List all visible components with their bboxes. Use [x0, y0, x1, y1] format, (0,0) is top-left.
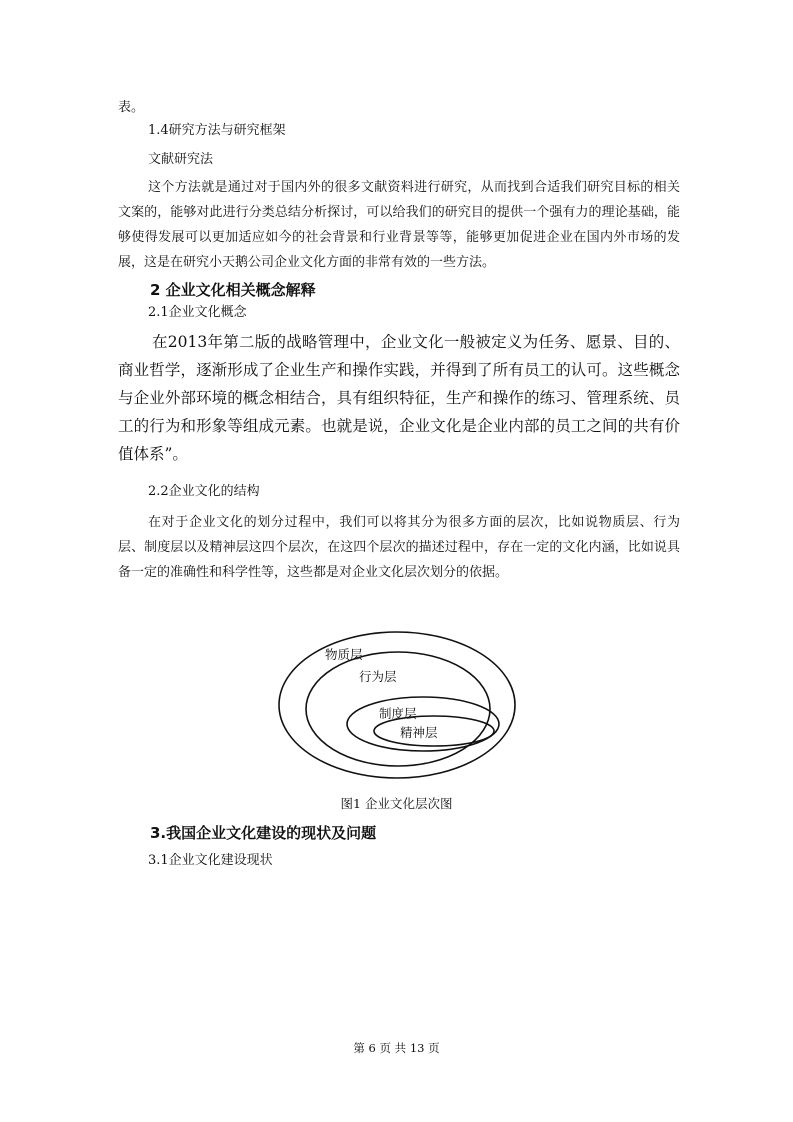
outer-ellipse-material — [279, 632, 515, 778]
section-1-4-title: 1.4研究方法与研究框架 — [148, 123, 286, 138]
section-2-2-title: 2.2企业文化的结构 — [148, 484, 260, 499]
top-line: 表。 — [118, 100, 145, 115]
label-behavior-layer: 行为层 — [359, 669, 397, 684]
heading-2: 2 企业文化相关概念解释 — [150, 281, 316, 299]
paragraph-2-1: 在2013年第二版的战略管理中，企业文化一般被定义为任务、愿景、目的、商业哲学，逐渐形成了企业生产和操作实践，并得到了所有员工的认可。这些概念与企业外部环境的概念相结合，具有组织特征，生产和操作的练习、管理系统、员工的行为和形象等组成元素。也就是说，企业文化是企业内部的员工之间的共有价值体系”。 — [118, 333, 680, 463]
label-material-layer: 物质层 — [325, 647, 363, 662]
heading-3: 3.我国企业文化建设的现状及问题 — [150, 824, 377, 842]
page-footer: 第 6 页 共 13 页 — [353, 1041, 440, 1055]
paragraph-2-2: 在对于企业文化的划分过程中，我们可以将其分为很多方面的层次，比如说物质层、行为层、制度层以及精神层这四个层次，在这四个层次的描述过程中，存在一定的文化内涵，比如说具备一定的准确性和科学性等，这些都是对企业文化层次划分的依据。 — [118, 515, 680, 580]
culture-layers-diagram — [275, 625, 520, 785]
ellipse-system — [347, 697, 499, 751]
lit-method-title: 文献研究法 — [148, 152, 214, 167]
label-spirit-layer: 精神层 — [400, 725, 438, 740]
figure-caption: 图1 企业文化层次图 — [340, 796, 453, 811]
label-system-layer: 制度层 — [379, 706, 417, 721]
section-2-1-title: 2.1企业文化概念 — [148, 305, 247, 320]
lit-method-paragraph: 这个方法就是通过对于国内外的很多文献资料进行研究，从而找到合适我们研究目标的相关文案的，能够对此进行分类总结分析探讨，可以给我们的研究目的提供一个强有力的理论基础，能够使得发展可以更加适应如今的社会背景和行业背景等等，能够更加促进企业在国内外市场的发展，这是在研究小天鹅公司企业文化方面的非常有效的一些方法。 — [118, 180, 680, 270]
section-3-1-title: 3.1企业文化建设现状 — [148, 853, 273, 868]
